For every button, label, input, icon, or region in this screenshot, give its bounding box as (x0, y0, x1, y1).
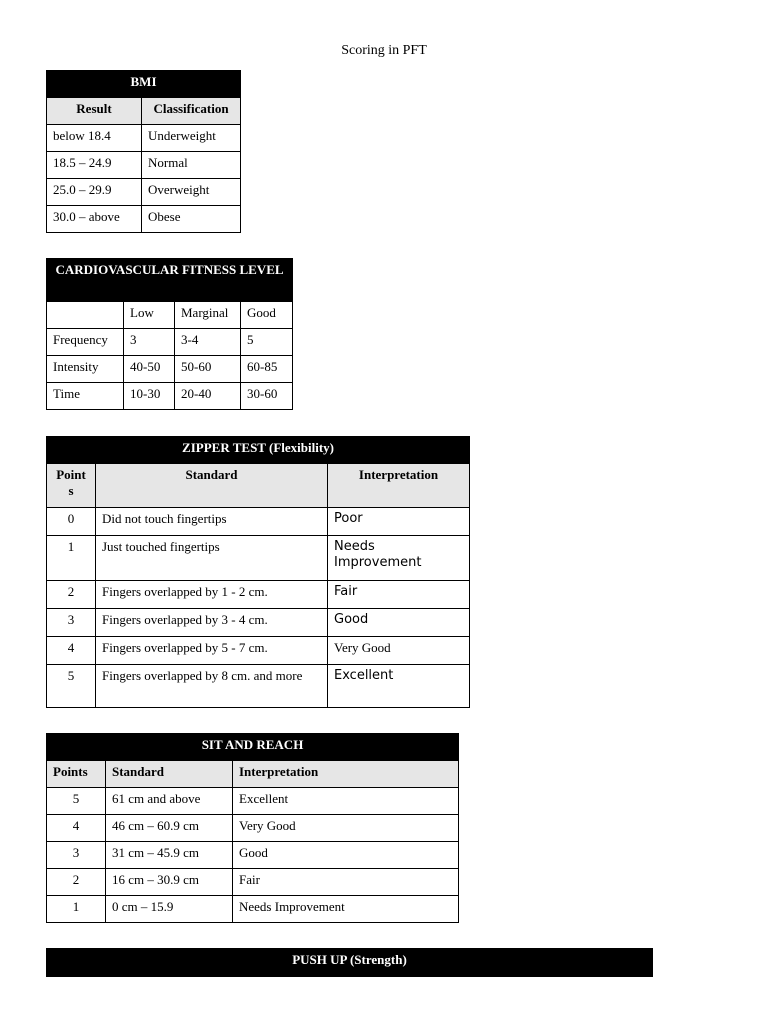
cardio-header-blank (47, 302, 124, 329)
zipper-cell: Just touched fingertips (96, 536, 328, 581)
table-row (47, 869, 459, 896)
table-row (47, 896, 459, 923)
zipper-cell: Excellent (328, 665, 470, 708)
bmi-table (46, 70, 241, 233)
cardio-cell: 40-50 (124, 356, 175, 383)
cardio-cell: Frequency (47, 329, 124, 356)
bmi-cell: Normal (142, 152, 241, 179)
push-up-table (46, 948, 653, 977)
sitreach-cell: 1 (47, 896, 106, 923)
zipper-title: ZIPPER TEST (Flexibility) (47, 437, 470, 464)
table-row (47, 206, 241, 233)
table-row (47, 815, 459, 842)
zipper-cell: 0 (47, 508, 96, 536)
cardio-title: CARDIOVASCULAR FITNESS LEVEL (47, 259, 293, 302)
pushup-title: PUSH UP (Strength) (47, 949, 653, 977)
table-row (47, 508, 470, 536)
zipper-cell: Fingers overlapped by 8 cm. and more (96, 665, 328, 708)
cardio-header-good: Good (241, 302, 293, 329)
table-row (47, 179, 241, 206)
cardio-cell: 10-30 (124, 383, 175, 410)
bmi-cell: 18.5 – 24.9 (47, 152, 142, 179)
sitreach-cell: 16 cm – 30.9 cm (106, 869, 233, 896)
zipper-cell: 4 (47, 637, 96, 665)
page-title: Scoring in PFT (341, 43, 427, 58)
sitreach-cell: 3 (47, 842, 106, 869)
zipper-cell: Fingers overlapped by 3 - 4 cm. (96, 609, 328, 637)
cardio-cell: 5 (241, 329, 293, 356)
cardio-cell: Intensity (47, 356, 124, 383)
table-row (47, 637, 470, 665)
cardio-cell: 30-60 (241, 383, 293, 410)
cardio-cell: Time (47, 383, 124, 410)
bmi-header-classification: Classification (142, 98, 241, 125)
zipper-cell: 3 (47, 609, 96, 637)
zipper-table (46, 436, 470, 708)
cardio-cell: 3-4 (175, 329, 241, 356)
bmi-cell: Overweight (142, 179, 241, 206)
zipper-cell: Very Good (328, 637, 470, 665)
table-row (47, 665, 470, 708)
cardio-header-low: Low (124, 302, 175, 329)
zipper-cell: Needs Improvement (328, 536, 470, 581)
zipper-cell: Fingers overlapped by 5 - 7 cm. (96, 637, 328, 665)
sitreach-cell: Fair (233, 869, 459, 896)
sit-and-reach-table (46, 733, 459, 923)
zipper-header-interpretation: Interpretation (328, 464, 470, 508)
zipper-cell: Good (328, 609, 470, 637)
table-row (47, 383, 293, 410)
table-row (47, 356, 293, 383)
zipper-cell: 5 (47, 665, 96, 708)
bmi-cell: 30.0 – above (47, 206, 142, 233)
sitreach-cell: Good (233, 842, 459, 869)
zipper-cell: 2 (47, 581, 96, 609)
table-row (47, 609, 470, 637)
cardio-cell: 50-60 (175, 356, 241, 383)
sitreach-cell: Very Good (233, 815, 459, 842)
table-row (47, 152, 241, 179)
table-row (47, 842, 459, 869)
sitreach-cell: 0 cm – 15.9 (106, 896, 233, 923)
table-row (47, 581, 470, 609)
table-row (47, 125, 241, 152)
sitreach-cell: 4 (47, 815, 106, 842)
bmi-cell: below 18.4 (47, 125, 142, 152)
zipper-cell: Did not touch fingertips (96, 508, 328, 536)
bmi-cell: 25.0 – 29.9 (47, 179, 142, 206)
sitreach-cell: 31 cm – 45.9 cm (106, 842, 233, 869)
zipper-cell: 1 (47, 536, 96, 581)
sitreach-title: SIT AND REACH (47, 734, 459, 761)
bmi-cell: Obese (142, 206, 241, 233)
cardio-cell: 60-85 (241, 356, 293, 383)
sitreach-cell: 61 cm and above (106, 788, 233, 815)
sitreach-header-points: Points (47, 761, 106, 788)
bmi-cell: Underweight (142, 125, 241, 152)
bmi-header-result: Result (47, 98, 142, 125)
sitreach-cell: 46 cm – 60.9 cm (106, 815, 233, 842)
zipper-header-points: Point s (47, 464, 96, 508)
bmi-title: BMI (47, 71, 241, 98)
sitreach-cell: 5 (47, 788, 106, 815)
zipper-cell: Fingers overlapped by 1 - 2 cm. (96, 581, 328, 609)
zipper-cell: Poor (328, 508, 470, 536)
sitreach-cell: Excellent (233, 788, 459, 815)
table-row (47, 536, 470, 581)
zipper-header-standard: Standard (96, 464, 328, 508)
sitreach-header-standard: Standard (106, 761, 233, 788)
cardio-header-marginal: Marginal (175, 302, 241, 329)
cardio-table (46, 258, 293, 410)
cardio-cell: 3 (124, 329, 175, 356)
cardio-cell: 20-40 (175, 383, 241, 410)
table-row (47, 788, 459, 815)
zipper-cell: Fair (328, 581, 470, 609)
sitreach-cell: 2 (47, 869, 106, 896)
table-row (47, 329, 293, 356)
sitreach-header-interpretation: Interpretation (233, 761, 459, 788)
sitreach-cell: Needs Improvement (233, 896, 459, 923)
